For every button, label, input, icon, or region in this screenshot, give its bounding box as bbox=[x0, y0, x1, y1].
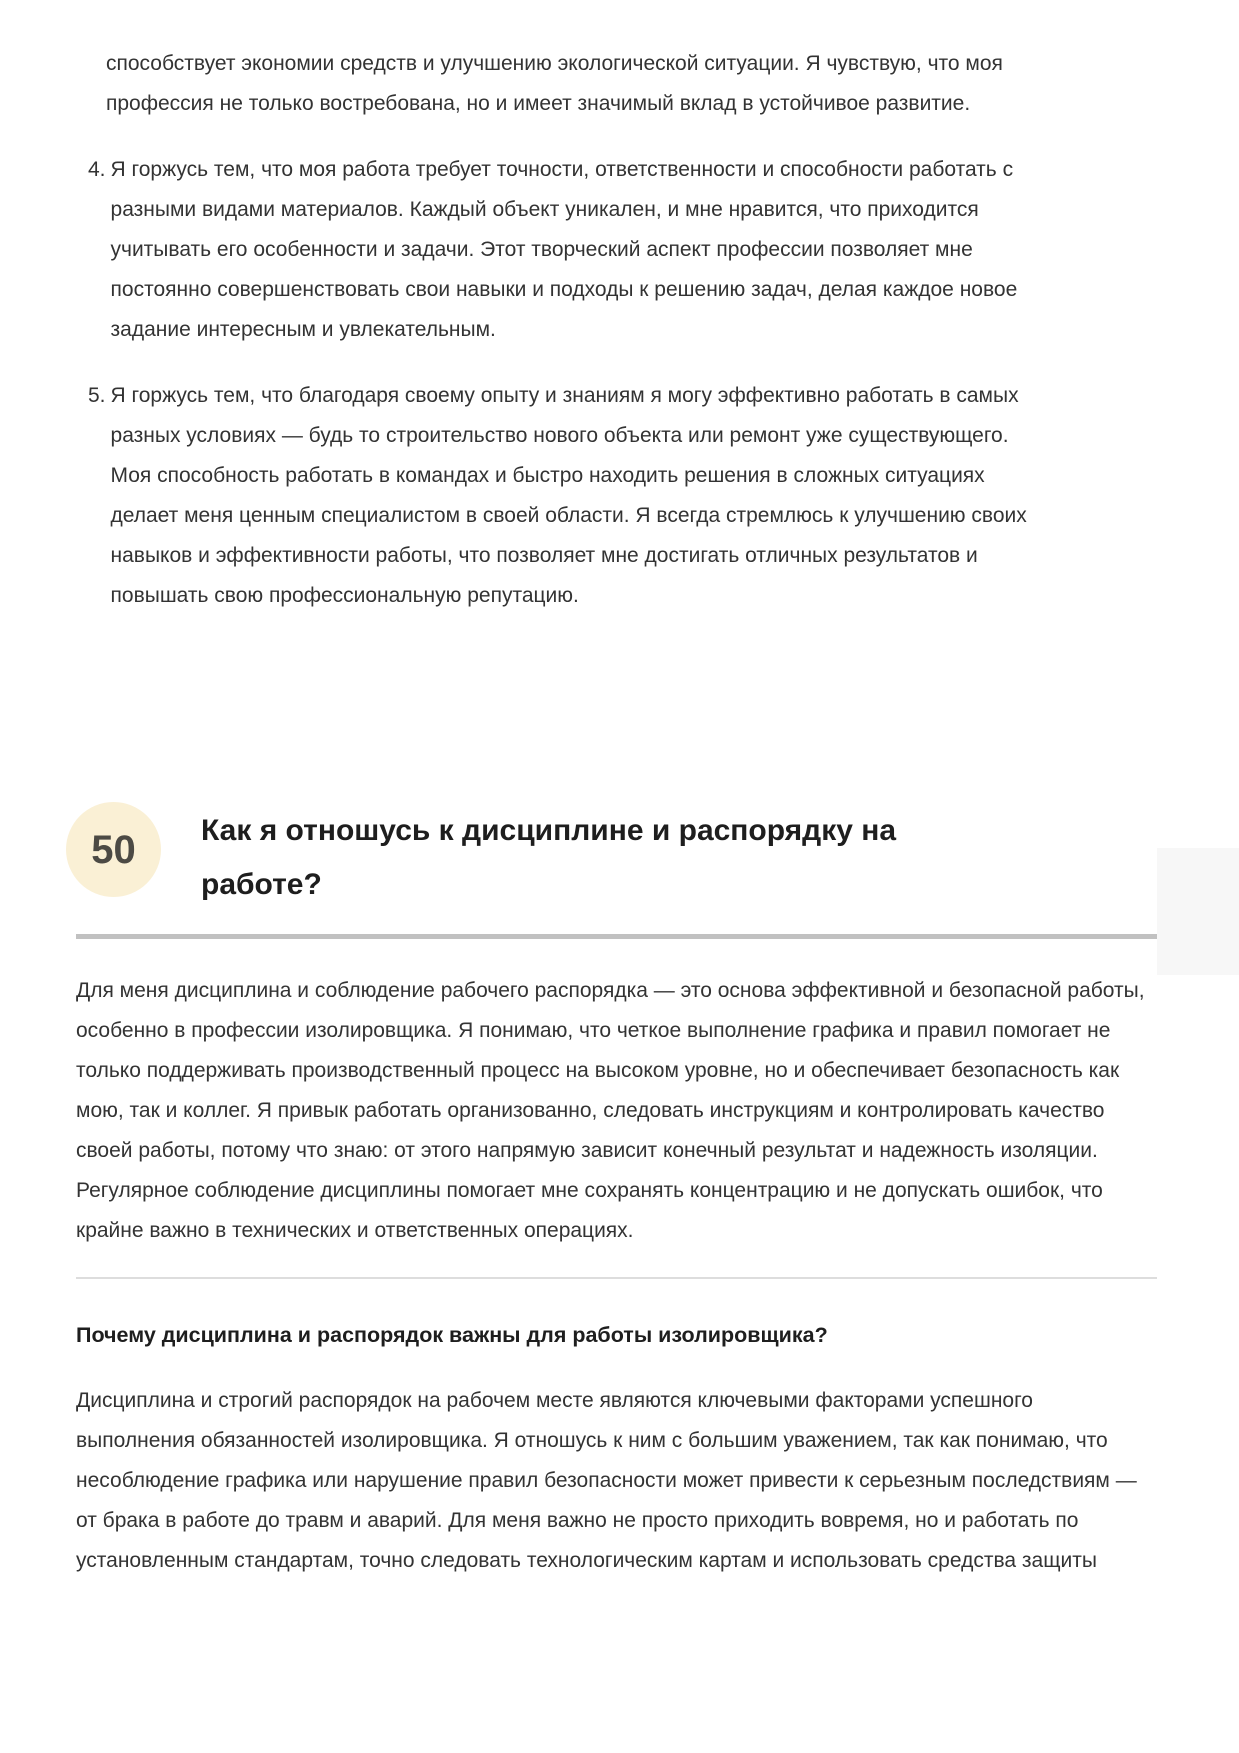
answer-intro-paragraph: Для меня дисциплина и соблюдение рабочего распорядка — это основа эффективной и безопасной работы, особенно в профессии изолировщика. Я понимаю, что четкое выполнение графика и правил помогает не только поддерживать производственный процесс на высоком уровне, но и обеспечивает безопасность как мою, так и коллег. Я привык работать организованно, следовать инструкциям и контролировать качество своей работы, потому что знаю: от этого напрямую зависит конечный результат и надежность изоляции. Регулярное соблюдение дисциплины помогает мне сохранять концентрацию и не допускать ошибок, что крайне важно в технических и ответственных операциях. bbox=[76, 979, 1145, 1242]
question-title: Как я отношусь к дисциплине и распорядку на работе? bbox=[201, 814, 897, 901]
list-item-text: Я горжусь тем, что моя работа требует точности, ответственности и способности работать с разными видами материалов. Каждый объект уникален, и мне нравится, что приходится учитывать его особенности и задачи. Этот творческий аспект профессии позволяет мне постоянно совершенствовать свои навыки и подходы к решению задач, делая каждое новое задание интересным и увлекательным. bbox=[110, 158, 1018, 341]
subsection-heading: Почему дисциплина и распорядок важны для работы изолировщика? bbox=[76, 1323, 828, 1347]
list-item-3-continuation: способствует экономии средств и улучшению экологической ситуации. Я чувствую, что моя профессия не только востребована, но и имеет значимый вклад в устойчивое развитие. bbox=[106, 52, 1003, 115]
question-header bbox=[76, 802, 1157, 912]
list-item bbox=[88, 376, 1031, 616]
list-item bbox=[88, 150, 1031, 350]
list-item-number: 4. bbox=[88, 158, 106, 181]
subsection-paragraph: Дисциплина и строгий распорядок на рабочем месте являются ключевыми факторами успешного выполнения обязанностей изолировщика. Я отношусь к ним с большим уважением, так как понимаю, что несоблюдение графика или нарушение правил безопасности может привести к серьезным последствиям — от брака в работе до травм и аварий. Для меня важно не просто приходить вовремя, но и работать по установленным стандартам, точно следовать технологическим картам и использовать средства защиты bbox=[76, 1389, 1137, 1572]
heading-divider bbox=[76, 934, 1157, 939]
question-number-badge: 50 bbox=[66, 802, 161, 897]
list-item-number: 5. bbox=[88, 384, 106, 407]
question-section bbox=[76, 802, 1157, 1581]
pride-list bbox=[76, 44, 1031, 616]
adjacent-page-edge bbox=[1157, 848, 1239, 975]
list-item-text: Я горжусь тем, что благодаря своему опыту и знаниям я могу эффективно работать в самых разных условиях — будь то строительство нового объекта или ремонт уже существующего. Моя способность работать в командах и быстро находить решения в сложных ситуациях делает меня ценным специалистом в своей области. Я всегда стремлюсь к улучшению своих навыков и эффективности работы, что позволяет мне достигать отличных результатов и повышать свою профессиональную репутацию. bbox=[110, 384, 1027, 607]
section-divider bbox=[76, 1277, 1157, 1279]
